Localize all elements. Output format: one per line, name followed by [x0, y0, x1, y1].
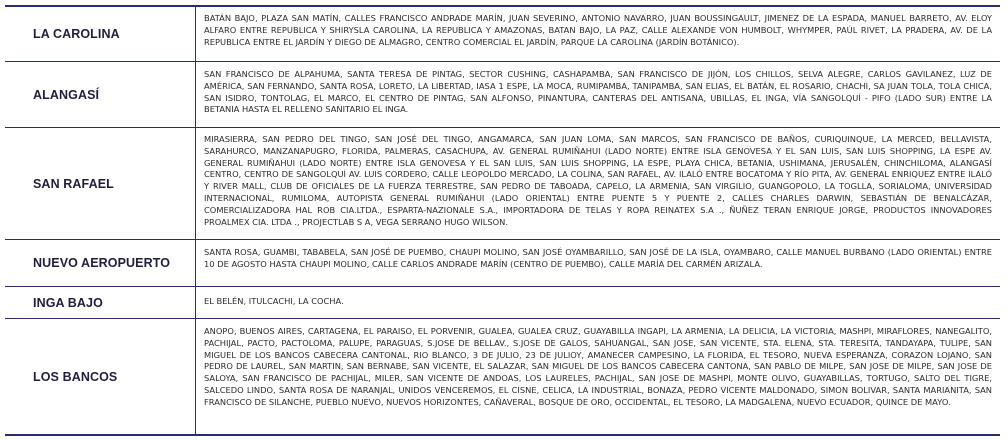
table-row: [5, 240, 1000, 287]
zone-description: SAN FRANCISCO DE ALPAHUMA, SANTA TERESA DE PINTAG, SECTOR CUSHING, CASHAPAMBA, SAN FRANCISCO DE JIJÓN, LOS CHILLOS, SELVA ALEGRE, CARLOS GAVILANEZ, LUZ DE AMÉRICA, SAN FERNANDO, SANTA ROSA, LORETO, LA LIBERTAD, IASA 1 ESPE, LA MOCA, RUMIPAMBA, TANIPAMBA, SAN ELIAS, EL BATÁN, EL ROSARIO, CHACHI, SA JUAN TOLA, TOLA CHICA, SAN ISIDRO, TONTOLAG, EL MARCO, EL CENTRO DE PINTAG, SAN ALFONSO, PINANTURA, CANTERAS DEL ANTISANA, UBILLAS, EL INGA, VÍA SANGOLQUÍ - PIFO (LADO SUR) ENTRE LA BETANIA HASTA EL RELLENO SANITARIO EL INGA.: [204, 69, 992, 115]
table-row: [5, 287, 1000, 319]
zones-table: [5, 5, 1000, 436]
zone-name: LA CAROLINA: [5, 7, 196, 61]
table-row: [5, 62, 1000, 128]
table-row: [5, 319, 1000, 434]
zone-name: INGA BAJO: [5, 287, 196, 318]
zone-description: ANOPO, BUENOS AIRES, CARTAGENA, EL PARAISO, EL PORVENIR, GUALEA, GUALEA CRUZ, GUAYABILLA INGAPI, LA ARMENIA, LA DELICIA, LA VICTORIA, MASHPI, MIRAFLORES, NANEGALITO, PACHIJAL, PACTO, PACTOLOMA, PALUPE, PARAGUAS, S.JOSE DE BELLAV., S.JOSE DE GALOS, SAHUANGAL, SAN JOSE, SAN VICENTE, STA. ELENA, STA. TERESITA, TANDAYAPA, TULIPE, SAN MIGUEL DE LOS BANCOS CABECERA CANTONAL, RIO BLANCO, 3 DE JULIO, 23 DE JULIOY, AMANECER CAMPESINO, LA FLORIDA, EL TESORO, NUEVA ESPERANZA, CORAZON LOJANO, SAN PEDRO DE LAUREL, SAN MARTIN, SAN BERNABE, SAN VICENTE, EL SALAZAR, SAN MIGUEL DE LOS BANCOS CABECERA CANTONA, SAN PABLO DE MILPE, SAN JOSE DE MILPE, SAN JOSE DE SALOYA, SAN FRANCISCO DE PACHIJAL, MILER, SAN VICENTE DE ANDOAS, LOS LAURELES, PACHIJAL, SAN JOSE DE MASHPI, MONTE OLIVO, GUAYABILLAS, TORTUGO, SALTO DEL TIGRE, SALCEDO LINDO, SANTA ROSA DE NARANJAL, UNIDOS VENCEREMOS, EL CISNE, CELICA, LA INDUSTRIAL, BONAZA, PEDRO VICENTE MALDONADO, SIMON BOLIVAR, SANTA MARIANITA, SAN FRANCISCO DE SILANCHE, PUEBLO NUEVO, NUEVOS HORIZONTES, CAÑAVERAL, BOSQUE DE ORO, OCCIDENTAL, EL TESORO, LA MADGALENA, NUEVO ECUADOR, QUINCE DE MAYO.: [204, 326, 992, 407]
zone-description: EL BELÉN, ITULCACHI, LA COCHA.: [204, 296, 344, 306]
zone-name: ALANGASÍ: [5, 62, 196, 127]
zone-name: LOS BANCOS: [5, 319, 196, 434]
zone-name: SAN RAFAEL: [5, 128, 196, 239]
zone-description: MIRASIERRA, SAN PEDRO DEL TINGO, SAN JOSÉ DEL TINGO, ANGAMARCA, SAN JUAN LOMA, SAN MARCOS, SAN FRANCISCO DE BAÑOS, CURIQUINQUE, LA MERCED, BELLAVISTA, SARAHURCO, MANZANAPUGRO, FLORIDA, PALMERAS, CASACHUPA, AV. GENERAL RUMIÑAHUI (LADO NORTE) ENTRE ISLA GENOVESA Y EL SAN LUIS, SAN LUIS SHOPPING, LA ESPE AV. GENERAL RUMIÑAHUI (LADO NORTE) ENTRE ISLA GENOVESA Y EL SAN LUIS, SAN LUIS SHOPPING, LA ESPE, PLAYA CHICA, BETANIA, USHIMANA, JERUSALÉN, CHINCHILOMA, ALANGASÍ CENTRO, CENTRO DE SANGOLQUÍ AV. LUIS CORDERO, CALLE LEOPOLDO MERCADO, LA COLINA, SAN RAFAEL, AV. ILALÓ ENTRE BOCATOMA Y RÍO PITA, AV. GENERAL ENRIQUEZ ENTRE ILALÓ Y RIVER MALL, CLUB DE OFICIALES DE LA FUERZA TERRESTRE, SAN PEDRO DE TABOADA, CAPELO, LA ARMENIA, SAN VIRGILIO, GUANGOPOLO, LA TOGLLA, SORIALOMA, UNIVERSIDAD INTERNACIONAL, RUMILOMA, AUTOPISTA GENERAL RUMIÑAHUI (LADO ORIENTAL) ENTRE PUENTE 5 Y PUENTE 2, CALLES CHARLES DARWIN, SEBASTIÁN DE BENALCÁZAR, COMERCIALIZADORA HAL ROB CIA.LTDA., ESPARTA-NAZIONALE S.A., IMPORTADORA DE TELAS Y ROPA REINATEX S.A ., ÑUÑEZ TERAN ENRIQUE JORGE, PRODUCTOS INNOVADORES PROALMEX CIA. LTDA ., PROJECTLAB S A, VEGA SERRANO HUGO WILSON.: [204, 134, 992, 227]
table-row: [5, 7, 1000, 62]
zone-description: BATÁN BAJO, PLAZA SAN MATÍN, CALLES FRANCISCO ANDRADE MARÍN, JUAN SEVERINO, ANTONIO NAVARRO, JUAN BOUSSINGAULT, JIMENEZ DE LA ESPADA, MANUEL BARRETO, AV. ELOY ALFARO ENTRE REPUBLICA Y SHIRYSLA CAROLINA, LA REPUBLICA Y AMAZONAS, BATAN BAJO, LA PAZ, CALLE ALEXANDE VON HUMBOLT, WHYMPER, PAÚL RIVET, LA PRADERA, AV. DE LA REPUBLICA ENTRE EL JARDÍN Y DIEGO DE ALMAGRO, CENTRO COMERCIAL EL JARDÍN, PARQUE LA CAROLINA (JARDÍN BOTÁNICO).: [204, 13, 992, 47]
table-row: [5, 128, 1000, 240]
zone-name: NUEVO AEROPUERTO: [5, 240, 196, 286]
zone-description: SANTA ROSA, GUAMBI, TABABELA, SAN JOSÉ DE PUEMBO, CHAUPI MOLINO, SAN JOSÉ OYAMBARILLO, SAN JOSÉ DE LA ISLA, OYAMBARO, CALLE MANUEL BURBANO (LADO ORIENTAL) ENTRE 10 DE AGOSTO HASTA CHAUPI MOLINO, CALLE CARLOS ANDRADE MARÍN (CENTRO DE PUEMBO), CALLE MARÍA DEL CARMÉN ARIZALA.: [204, 247, 992, 269]
